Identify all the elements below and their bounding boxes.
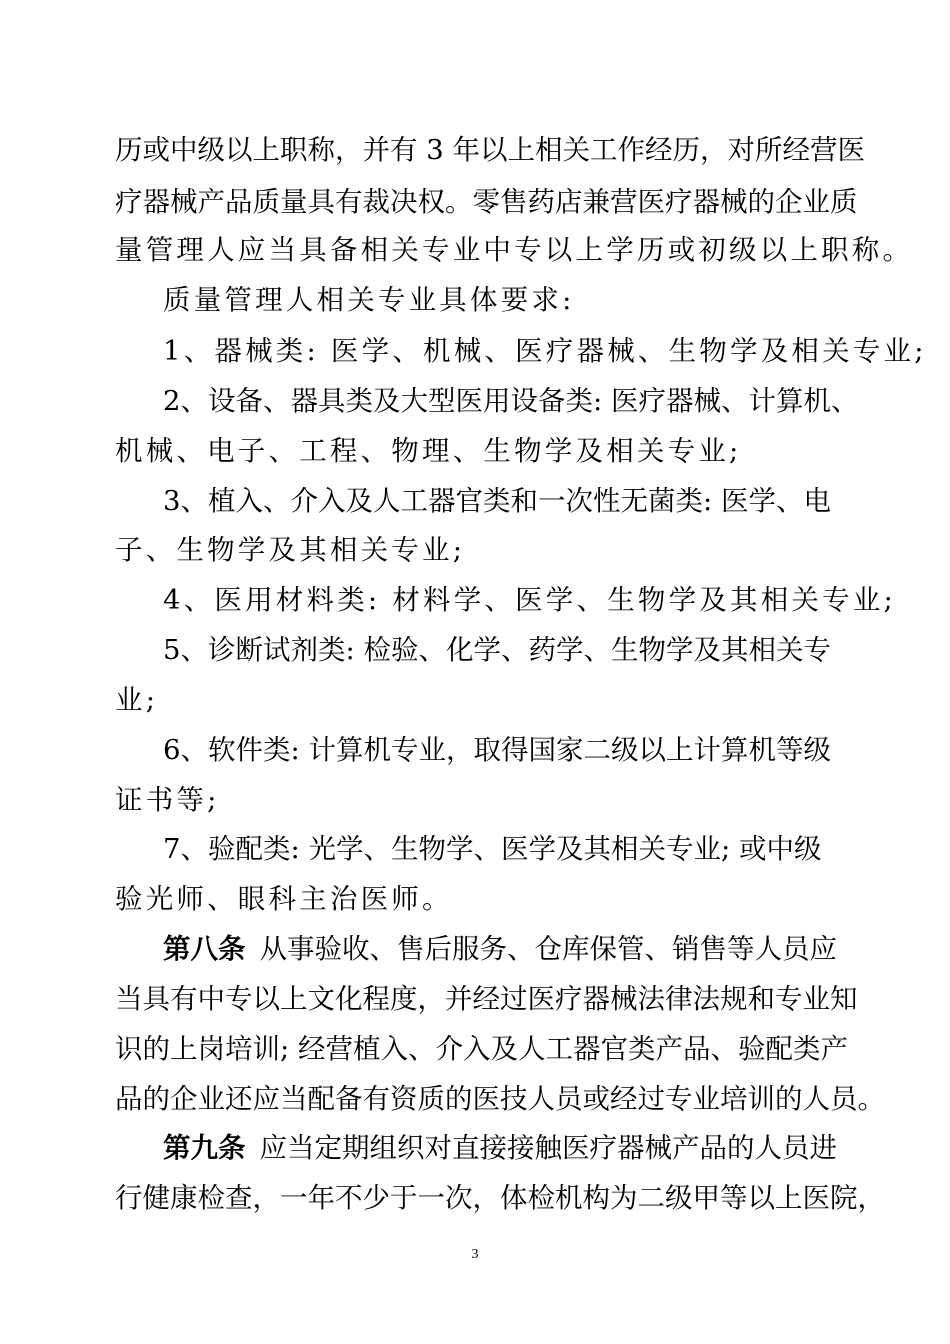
list-item: 5、诊断试剂类: 检验、化学、药学、生物学及其相关专: [163, 634, 832, 666]
article-9-first-line: [163, 1128, 837, 1168]
text-line: 验光师、眼科主治医师。: [115, 883, 453, 915]
text-line: 当具有中专以上文化程度，并经过医疗器械法律法规和专业知: [115, 983, 858, 1015]
list-item: 1、器械类: 医学、机械、医疗器械、生物学及相关专业;: [163, 335, 927, 367]
text-line: 行健康检查，一年不少于一次，体检机构为二级甲等以上医院，: [115, 1182, 885, 1214]
page-number: 3: [471, 1247, 479, 1262]
list-item: 3、植入、介入及人工器官类和一次性无菌类: 医学、电: [163, 485, 832, 517]
text-line: 质量管理人相关专业具体要求:: [163, 284, 575, 316]
text-line: 量管理人应当具备相关专业中专以上学历或初级以上职称。: [115, 234, 914, 266]
text-line: 业;: [115, 684, 159, 716]
text-line: 应当定期组织对直接接触医疗器械产品的人员进: [259, 1132, 837, 1164]
text-line: 子、生物学及其相关专业;: [115, 534, 466, 566]
text-line: 历或中级以上职称，并有 3 年以上相关工作经历，对所经营医: [115, 134, 865, 166]
list-item: 6、软件类: 计算机专业，取得国家二级以上计算机等级: [163, 734, 832, 766]
text-line: 证书等;: [115, 784, 220, 816]
article-8-heading: 第八条: [163, 933, 246, 965]
list-item: 4、医用材料类: 材料学、医学、生物学及其相关专业;: [163, 584, 896, 616]
list-item: 7、验配类: 光学、生物学、医学及其相关专业; 或中级: [163, 833, 822, 865]
text-line: 识的上岗培训; 经营植入、介入及人工器官类产品、验配类产: [115, 1033, 849, 1065]
article-9-heading: 第九条: [163, 1132, 246, 1164]
list-item: 2、设备、器具类及大型医用设备类: 医疗器械、计算机、: [163, 385, 859, 417]
text-line: 疗器械产品质量具有裁决权。零售药店兼营医疗器械的企业质: [115, 186, 858, 218]
text-line: 品的企业还应当配备有资质的医技人员或经过专业培训的人员。: [115, 1083, 885, 1115]
text-line: 机械、电子、工程、物理、生物学及相关专业;: [115, 435, 742, 467]
article-8-first-line: [163, 929, 837, 969]
text-line: 从事验收、售后服务、仓库保管、销售等人员应: [259, 933, 837, 965]
